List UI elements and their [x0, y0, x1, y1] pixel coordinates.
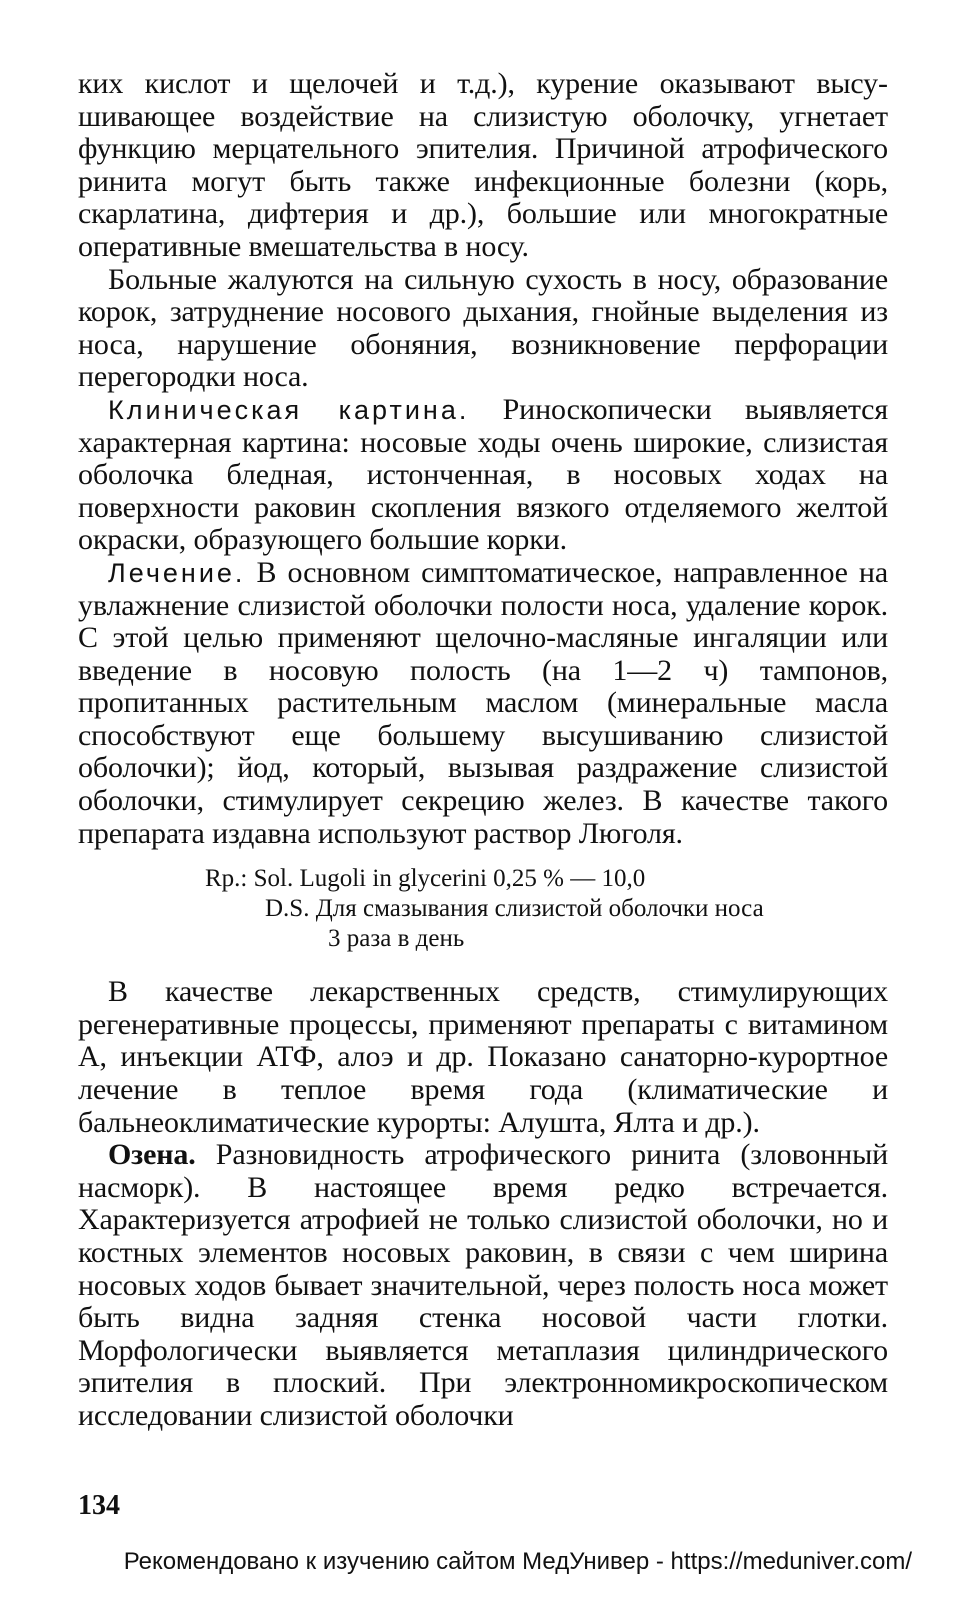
heading-clinical-picture: Клиническая картина.	[108, 394, 470, 425]
paragraph-4	[78, 557, 888, 850]
paragraph-6	[78, 1139, 888, 1432]
page-body	[78, 68, 888, 1433]
prescription-line-2: D.S. Для смазывания слизистой оболочки носа	[265, 895, 764, 923]
paragraph-2: Больные жалуются на сильную сухость в носу, образование корок, затруднение носового дыхания, гнойные выделения из носа, нарушение обоняния, возникновение перфорации перегородки носа.	[78, 262, 888, 394]
footer-link[interactable]: Рекомендовано к изучению сайтом МедУнивер - https://meduniver.com/	[123, 1548, 912, 1575]
paragraph-5: В качестве лекарственных средств, стимулирующих регенеративные процессы, применяют препараты с витамином А, инъекции АТФ, алоэ и др. Показано санаторно-курортное лечение в теплое время года (климатические и бальнеоклиматические курорты: Алушта, Ялта и др.).	[78, 975, 888, 1139]
paragraph-3-body: Риноскопически выявляется характерная картина: носовые ходы очень широкие, слизистая оболочка бледная, истонченная, в носовых ходах на поверхности раковин скопления вязкого отделяемого желтой окраски, образующего большие корки.	[78, 392, 888, 557]
prescription-line-3: 3 раза в день	[328, 925, 465, 953]
heading-ozena: Озена.	[108, 1138, 196, 1172]
prescription-line-1: Rp.: Sol. Lugoli in glycerini 0,25 % — 10,0	[205, 865, 646, 893]
paragraph-6-body: Разновидность атрофического ринита (зловонный насморк). В настоящее время редко встречается. Характеризуется атрофией не только слизистой оболочки, но и костных элементов носовых раковин, в связи с чем ширина носовых ходов бывает значительной, через полость носа может быть видна задняя стенка носовой части глотки. Морфологически выявляется метаплазия цилиндрического эпителия в плоский. При электронномикроскопическом исследовании слизистой оболочки	[78, 1138, 888, 1432]
heading-treatment: Лечение.	[108, 557, 246, 588]
paragraph-3	[78, 394, 888, 557]
paragraph-4-body: В основном симптоматическое, направленное на увлажнение слизистой оболочки полости носа, удаление корок. С этой целью применяют щелочно-масляные ингаляции или введение в носовую полость (на 1—2 ч) тампонов, пропитанных растительным маслом (минеральные масла способствуют еще большему высушиванию слизистой оболочки); йод, который, вызывая раздражение слизистой оболочки, стимулирует секрецию желез. В качестве такого препарата издавна используют раствор Люголя.	[78, 555, 888, 850]
paragraph-1: ких кислот и щелочей и т.д.), курение оказывают высушивающее воздействие на слизистую оболочку, угнетает функцию мерцательного эпителия. Причиной атрофического ринита могут быть также инфекционные болезни (корь, скарлатина, дифтерия и др.), большие или многократные оперативные вмешательства в носу.	[78, 67, 888, 263]
page-number: 134	[78, 1490, 120, 1521]
prescription-block	[78, 864, 888, 954]
